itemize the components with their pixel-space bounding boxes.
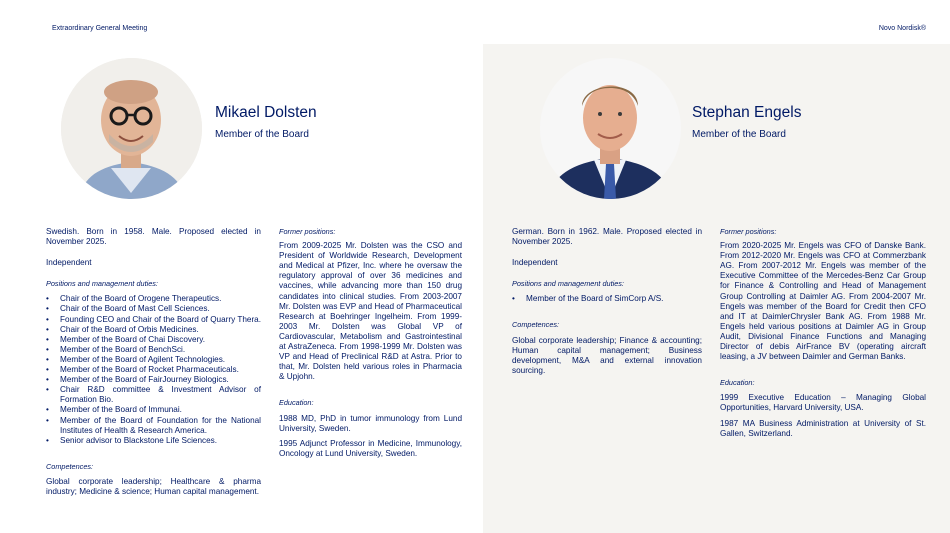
- avatar-photo: [540, 58, 681, 199]
- bio-text: Swedish. Born in 1958. Male. Proposed elected in November 2025.: [46, 227, 261, 247]
- header-brand: Novo Nordisk®: [878, 25, 926, 32]
- education-item: 1999 Executive Education – Managing Global Opportunities, Harvard University, USA.: [720, 393, 926, 413]
- former-positions-label: Former positions:: [720, 227, 777, 236]
- person-role: Member of the Board: [215, 129, 309, 140]
- positions-label: Positions and management duties:: [512, 279, 624, 289]
- person-role: Member of the Board: [692, 129, 786, 140]
- list-item: • Chair of the Board of Mast Cell Sciences.: [46, 304, 261, 314]
- former-positions-label: Former positions:: [279, 227, 336, 236]
- positions-label: Positions and management duties:: [46, 279, 158, 289]
- list-item: • Member of the Board of FairJourney Biologics.: [46, 375, 261, 385]
- person-name: Stephan Engels: [692, 104, 802, 121]
- person-name: Mikael Dolsten: [215, 104, 317, 121]
- list-item: • Chair of the Board of Orbis Medicines.: [46, 325, 261, 335]
- list-item: • Member of the Board of Rocket Pharmaceuticals.: [46, 365, 261, 375]
- education-label: Education:: [720, 378, 755, 388]
- education-item: 1995 Adjunct Professor in Medicine, Immunology, Oncology at Lund University, Sweden.: [279, 438, 462, 458]
- list-item: • Member of the Board of Agilent Technologies.: [46, 355, 261, 365]
- bio-text: German. Born in 1962. Male. Proposed elected in November 2025.: [512, 227, 702, 247]
- independence-status: Independent: [46, 258, 92, 268]
- avatar-photo: [61, 58, 202, 199]
- education-label: Education:: [279, 398, 314, 408]
- education-item: 1988 MD, PhD in tumor immunology from Lund University, Sweden.: [279, 413, 462, 433]
- list-item: • Founding CEO and Chair of the Board of Quarry Thera.: [46, 315, 261, 325]
- list-item: • Chair R&D committee & Investment Advisor of Formation Bio.: [46, 385, 261, 405]
- list-item: • Member of the Board of BenchSci.: [46, 345, 261, 355]
- list-item: • Chair of the Board of Orogene Therapeutics.: [46, 294, 261, 304]
- education-item: 1987 MA Business Administration at University of St. Gallen, Switzerland.: [720, 418, 926, 438]
- left-history-column: [279, 227, 462, 459]
- right-history-column: [720, 227, 926, 439]
- header-meeting-title: Extraordinary General Meeting: [52, 25, 148, 32]
- list-item: • Member of the Board of SimCorp A/S.: [512, 294, 702, 304]
- positions-list: [512, 294, 702, 304]
- list-item: • Member of the Board of Chai Discovery.: [46, 335, 261, 345]
- competences-label: Competences:: [46, 461, 94, 471]
- former-positions-text: From 2020-2025 Mr. Engels was CFO of Danske Bank. From 2012-2020 Mr. Engels was CFO at Commerzbank AG. From 2007-2012 Mr. Engels was member of the Executive Committee of the Mercedes-Benz Car Group for Finance & Controlling and Head of Management Group Controlling at Daimler AG. From 2004-2007 Mr. Engels was member of the Board for Credit then CFO and IT at DaimlerChrysler Bank AG. From 1988 Mr. Engels held various positions at Daimler AG in Group Audit, Divisional Finance Functions and Managing Director of debis AirFrance BV (operating aircraft leasing, a JV between Daimler and German Banks.: [720, 241, 926, 362]
- left-info-column: [46, 227, 261, 497]
- positions-list: [46, 294, 261, 445]
- independence-status: Independent: [512, 258, 558, 268]
- competences-text: Global corporate leadership; Healthcare & pharma industry; Medicine & science; Human capital management.: [46, 476, 261, 496]
- competences-text: Global corporate leadership; Finance & accounting; Human capital management; Business development, M&A and external innovation sourcing.: [512, 335, 702, 375]
- list-item: • Member of the Board of Foundation for the National Institutes of Health & Research America.: [46, 416, 261, 436]
- right-info-column: [512, 227, 702, 376]
- list-item: • Member of the Board of Immunai.: [46, 405, 261, 415]
- competences-label: Competences:: [512, 320, 560, 330]
- list-item: • Senior advisor to Blackstone Life Sciences.: [46, 436, 261, 446]
- portrait-image: [61, 58, 202, 199]
- former-positions-text: From 2009-2025 Mr. Dolsten was the CSO and President of Worldwide Research, Development and Medical at Pfizer, Inc. where he oversaw the regulatory approval of over 36 medicines and vaccines, while advancing more than 150 drug candidates into clinical studies. From 2003-2007 Mr. Dolsten was EVP and Head of Pharmaceutical Research at Boehringer Ingelheim. From 1999-2003 Mr. Dolsten was Global VP of Cardiovascular, Metabolism and Gastrointestinal at AstraZeneca. From 1998-1999 Mr. Dolsten was VP and Head of Preclinical R&D at Astra. Prior to that, Mr. Dolsten held various roles in Pharmacia & Upjohn.: [279, 241, 462, 382]
- portrait-image: [540, 58, 681, 199]
